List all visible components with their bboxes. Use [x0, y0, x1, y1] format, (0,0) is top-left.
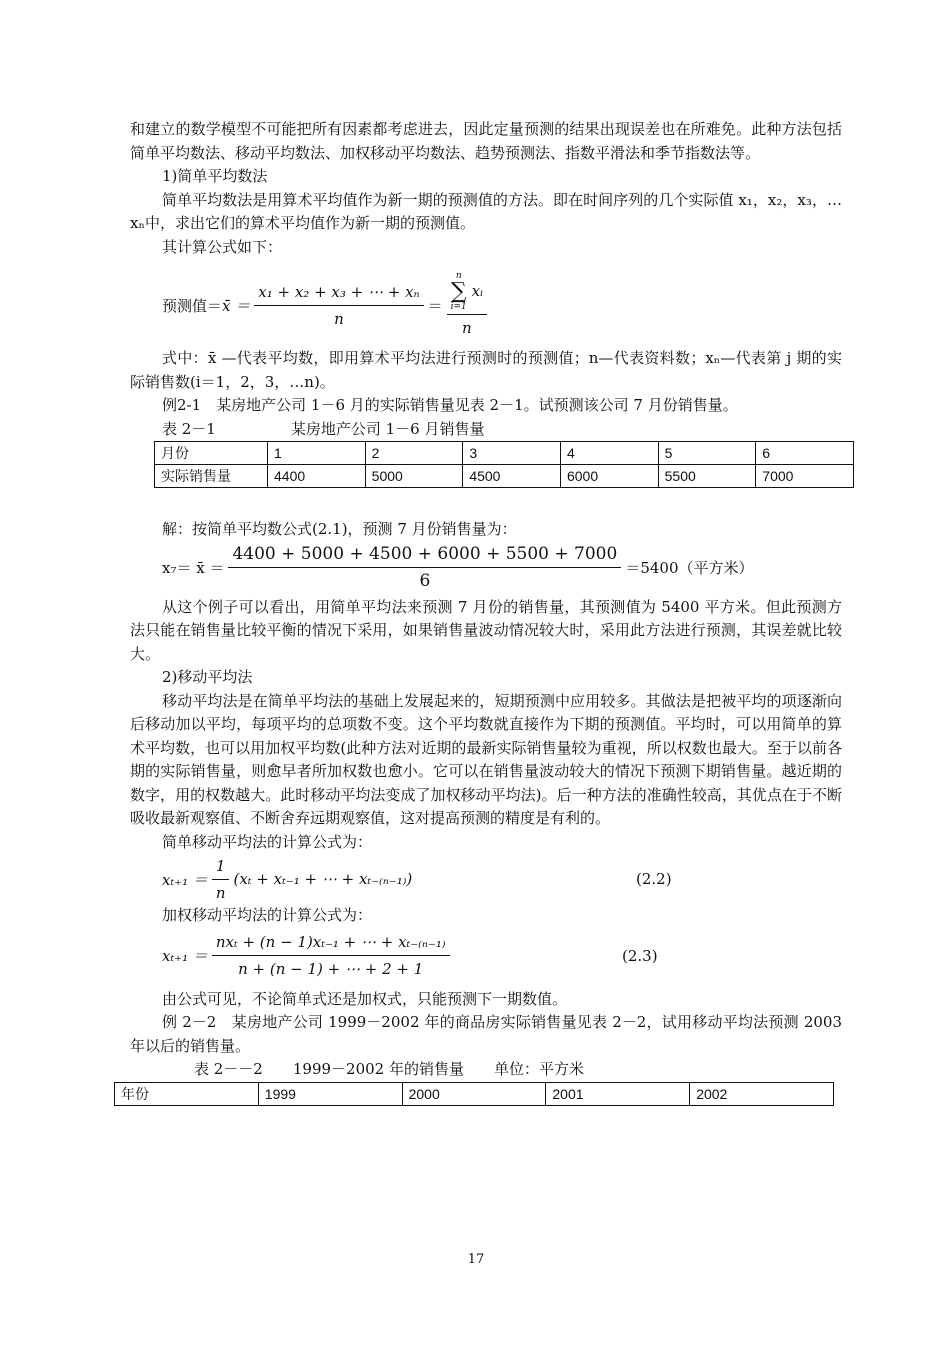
- example-statement: 例 2－2 某房地产公司 1999－2002 年的商品房实际销售量见表 2－2，试用移动平均法预测 2003 年以后的销售量。: [130, 1013, 842, 1055]
- formula-result: ＝5400（平方米）: [625, 559, 754, 577]
- table-cell: 5500: [658, 465, 756, 488]
- paragraph: 简单移动平均法的计算公式为：: [162, 832, 373, 851]
- formula-weighted-moving-average: xₜ₊₁ ＝ $\frac{\text{nxₜ + (n − 1)xₜ₋₁ + ⋯ + xₜ₋₍ₙ₋₁₎}}{n + (n - 1) + \cdots + 2 + 1}$ (2.3): [162, 933, 658, 978]
- table-cell: 2000: [402, 1082, 546, 1105]
- table-cell: 2002: [690, 1082, 834, 1105]
- table-cell: 3: [463, 442, 561, 465]
- formula-numerator: x₁ + x₂ + x₃ + ⋯ + xₙ: [254, 281, 423, 306]
- table-row: [155, 465, 854, 488]
- paragraph: 式中：x̄ —代表平均数，即用算术平均法进行预测时的预测值；n—代表资料数；xₙ—代表第 j 期的实际销售数(i＝1，2，3，…n)。: [130, 349, 842, 391]
- paragraph: 加权移动平均法的计算公式为：: [162, 906, 373, 924]
- sigma-symbol: n ∑ i=1: [450, 270, 467, 312]
- table-cell: 4500: [463, 465, 561, 488]
- table-cell: 2: [365, 442, 463, 465]
- table-cell: 6: [756, 442, 854, 465]
- row-header-cell: 月份: [155, 442, 268, 465]
- formula-label: 预测值＝: [162, 296, 223, 315]
- table-caption: 表 2－1 某房地产公司 1－6 月销售量: [162, 419, 485, 438]
- example-statement: 例2-1 某房地产公司 1－6 月的实际销售量见表 2－1。试预测该公司 7 月份销售量。: [162, 396, 738, 414]
- row-header-cell: 年份: [115, 1082, 259, 1105]
- table-cell: 2001: [546, 1082, 690, 1105]
- table-cell: 5000: [365, 465, 463, 488]
- paragraph: 解：按简单平均数公式(2.1)，预测 7 月份销售量为：: [162, 520, 517, 538]
- section-heading: 1)简单平均数法: [162, 167, 268, 185]
- formula-denominator: 6: [419, 571, 431, 591]
- section-heading: 2)移动平均法: [162, 668, 253, 686]
- table-cell: 4400: [268, 465, 366, 488]
- paragraph: 简单平均数法是用算术平均值作为新一期的预测值的方法。即在时间序列的几个实际值 x₁，x₂，x₃，…xₙ中，求出它们的算术平均值作为新一期的预测值。: [130, 190, 842, 232]
- row-header-cell: 实际销售量: [155, 465, 268, 488]
- formula-numerator: 4400 + 5000 + 4500 + 6000 + 5500 + 7000: [228, 543, 621, 568]
- page-body: [121, 118, 842, 1106]
- paragraph: 和建立的数学模型不可能把所有因素都考虑进去，因此定量预测的结果出现误差也在所难免。此种方法包括简单平均数法、移动平均数法、加权移动平均数法、趋势预测法、指数平滑法和季节指数法等。: [130, 120, 842, 162]
- table-row: [115, 1082, 834, 1105]
- formula-simple-moving-average: xₜ₊₁ ＝ $\frac{1}{n}$ (xₜ + xₜ₋₁ + ⋯ + xₜ₋₍ₙ₋₁₎) (2.2): [162, 856, 672, 902]
- equation-number: (2.2): [636, 870, 672, 888]
- table-row: [155, 442, 854, 465]
- table-cell: 1999: [258, 1082, 402, 1105]
- paragraph: 从这个例子可以看出，用简单平均法来预测 7 月份的销售量，其预测值为 5400 平方米。但此预测方法只能在销售量比较平衡的情况下采用，如果销售量波动情况较大时，采用此方法进行预测，其误差就比较大。: [130, 597, 842, 663]
- paragraph: 移动平均法是在简单平均法的基础上发展起来的，短期预测中应用较多。其做法是把被平均的项逐渐向后移动加以平均，每项平均的总项数不变。这个平均数就直接作为下期的预测值。平均时，可以用简单的算术平均数，也可以用加权平均数(此种方法对近期的最新实际销售量较为重视，所以权数也最大。至于以前各期的实际销售量，则愈早者所加权数也愈小。它可以在销售量波动较大的情况下预测下期销售量。越近期的数字，用的权数越大。此时移动平均法变成了加权移动平均法)。后一种方法的准确性较高，其优点在于不断吸收最新观察值、不断舍弃远期观察值，这对提高预测的精度是有利的。: [130, 691, 842, 827]
- sales-table-1: [154, 441, 854, 488]
- table-cell: 7000: [756, 465, 854, 488]
- table-cell: 5: [658, 442, 756, 465]
- equation-number: (2.3): [622, 946, 658, 965]
- formula-july-forecast: x₇＝ x̄ ＝ $\frac{4400 + 5000 + 4500 + 6000 + 5500 + 7000}{6}$ ＝5400（平方米）: [162, 544, 754, 591]
- table-cell: 1: [268, 442, 366, 465]
- paragraph: 由公式可见，不论简单式还是加权式，只能预测下一期数值。: [162, 989, 568, 1008]
- sales-table-2: [114, 1082, 834, 1106]
- page-number: 17: [467, 1252, 485, 1267]
- table-cell: 6000: [560, 465, 658, 488]
- paragraph: 其计算公式如下：: [162, 237, 283, 256]
- formula-simple-average: 预测值＝ x̄ ＝ $\frac{\text{x₁ + x₂ + x₃ + ⋯ + xₙ}}{n}$ ＝ n ∑ i=1 xᵢ n: [130, 269, 842, 341]
- table-cell: 4: [560, 442, 658, 465]
- formula-denominator: n: [334, 309, 344, 328]
- table-caption: 表 2－－2 1999－2002 年的销售量 单位：平方米: [194, 1060, 584, 1078]
